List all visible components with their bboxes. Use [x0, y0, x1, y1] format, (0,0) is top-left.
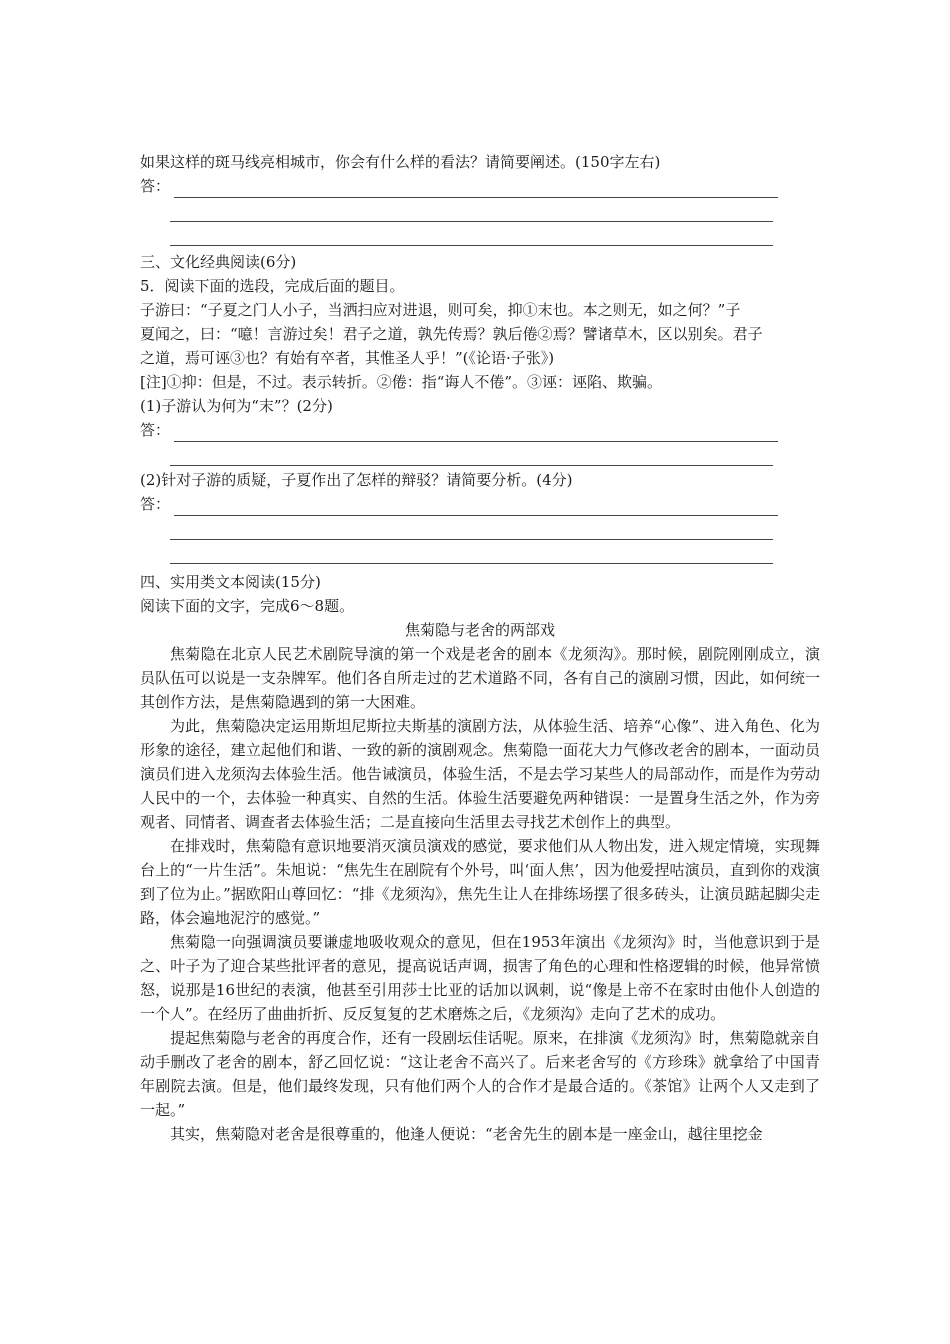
answer-blank-line[interactable] — [140, 540, 820, 564]
answer-blank-line[interactable] — [140, 198, 820, 222]
document-body — [140, 150, 820, 1146]
question-4-prompt: 如果这样的斑马线亮相城市，你会有什么样的看法？请简要阐述。(150字左右) — [140, 153, 661, 171]
answer-rule — [170, 465, 773, 466]
passage-note: [注]①抑：但是，不过。表示转折。②倦：指“诲人不倦”。③诬：诬陷、欺骗。 — [140, 373, 663, 391]
section-4-heading: 四、实用类文本阅读(15分) — [140, 573, 321, 591]
question-5-sub2: (2)针对子游的质疑，子夏作出了怎样的辩驳？请简要分析。(4分) — [140, 471, 573, 489]
passage-text: 子游曰：“子夏之门人小子，当洒扫应对进退，则可矣，抑①末也。本之则无，如之何？”子 — [140, 301, 741, 319]
answer-blank-line[interactable] — [140, 222, 820, 246]
section-4-intro: 阅读下面的文字，完成6～8题。 — [140, 597, 355, 615]
question-5-sub1: (1)子游认为何为“末”？(2分) — [140, 397, 333, 415]
answer-label: 答： — [140, 495, 171, 513]
passage-line: 之道，焉可诬③也？有始有卒者，其惟圣人乎！”(《论语·子张》) — [140, 349, 555, 367]
answer-rule — [174, 498, 778, 516]
answer-blank-line[interactable] — [140, 442, 820, 466]
answer-label: 答： — [140, 421, 171, 439]
article-paragraph: 焦菊隐在北京人民艺术剧院导演的第一个戏是老舍的剧本《龙须沟》。那时候，剧院刚刚成立，演员队伍可以说是一支杂牌军。他们各自所走过的艺术道路不同，各有自己的演剧习惯，因此，如何统一其创作方法，是焦菊隐遇到的第一大困难。 — [140, 645, 820, 711]
section-3-heading: 三、文化经典阅读(6分) — [140, 253, 297, 271]
article-paragraph: 为此，焦菊隐决定运用斯坦尼斯拉夫斯基的演剧方法，从体验生活、培养“心像”、进入角色、化为形象的途径，建立起他们和谐、一致的新的演剧观念。焦菊隐一面花大力气修改老舍的剧本，一面动员演员们进入龙须沟去体验生活。他告诫演员，体验生活，不是去学习某些人的局部动作，而是作为劳动人民中的一个，去体验一种真实、自然的生活。体验生活要避免两种错误：一是置身生活之外，作为旁观者、同情者、调查者去体验生活；二是直接向生活里去寻找艺术创作上的典型。 — [140, 717, 820, 831]
passage-line: 夏闻之，曰：“噫！言游过矣！君子之道，孰先传焉？孰后倦②焉？譬诸草木，区以别矣。君子 — [140, 325, 763, 343]
article-title: 焦菊隐与老舍的两部戏 — [404, 621, 555, 639]
answer-line-q5-1[interactable] — [140, 418, 820, 442]
passage-line — [140, 298, 820, 322]
answer-label: 答： — [140, 177, 171, 195]
answer-rule — [170, 245, 773, 246]
article-paragraph: 提起焦菊隐与老舍的再度合作，还有一段剧坛佳话呢。原来，在排演《龙须沟》时，焦菊隐就亲自动手删改了老舍的剧本，舒乙回忆说：“这让老舍不高兴了。后来老舍写的《方珍珠》就拿给了中国青年剧院去演。但是，他们最终发现，只有他们两个人的合作才是最合适的。《茶馆》让两个人又走到了一起。” — [140, 1029, 820, 1119]
article-paragraph: 其实，焦菊隐对老舍是很尊重的，他逢人便说：“老舍先生的剧本是一座金山，越往里挖金 — [170, 1125, 763, 1143]
question-5-intro: 5．阅读下面的选段，完成后面的题目。 — [140, 277, 405, 295]
article-paragraph: 焦菊隐一向强调演员要谦虚地吸收观众的意见，但在1953年演出《龙须沟》时，当他意识到于是之、叶子为了迎合某些批评者的意见，提高说话声调，损害了角色的心理和性格逻辑的时候，他异常愤怒，说那是16世纪的表演，他甚至引用莎士比亚的话加以讽刺，说“像是上帝不在家时由他仆人创造的一个人”。在经历了曲曲折折、反反复复的艺术磨炼之后，《龙须沟》走向了艺术的成功。 — [140, 933, 820, 1023]
answer-line-q5-2[interactable] — [140, 492, 820, 516]
answer-rule — [174, 180, 778, 198]
answer-rule — [174, 424, 778, 442]
answer-blank-line[interactable] — [140, 516, 820, 540]
article-paragraph: 在排戏时，焦菊隐有意识地要消灭演员演戏的感觉，要求他们从人物出发，进入规定情境，实现舞台上的“一片生活”。朱旭说：“焦先生在剧院有个外号，叫‘面人焦’，因为他爱捏咕演员，直到你的戏演到了位为止。”据欧阳山尊回忆：“排《龙须沟》，焦先生让人在排练场摆了很多砖头，让演员踮起脚尖走路，体会遍地泥泞的感觉。” — [140, 837, 820, 927]
answer-rule — [170, 563, 773, 564]
answer-line-q4[interactable] — [140, 174, 820, 198]
